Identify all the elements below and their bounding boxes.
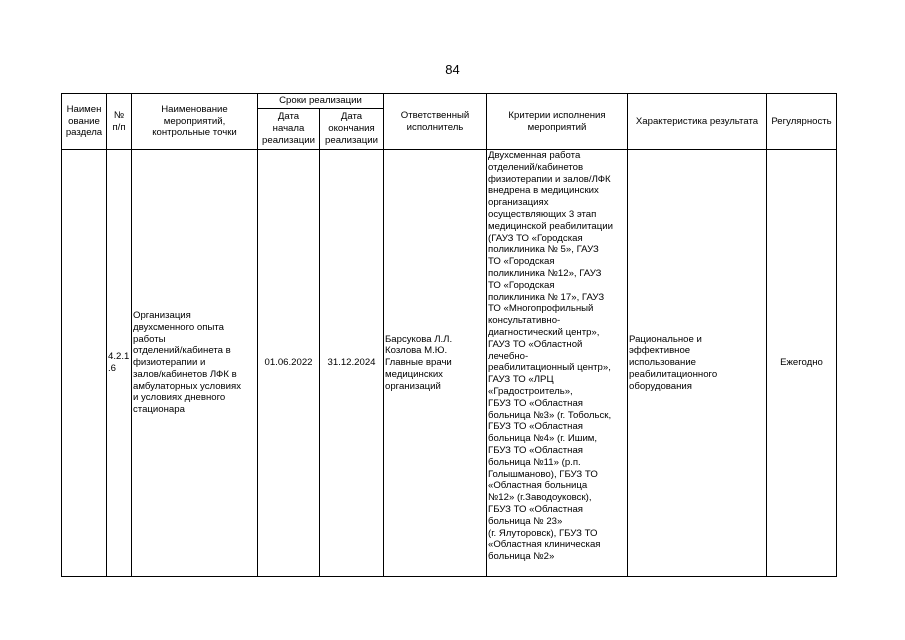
header-event-name: Наименование мероприятий, контрольные точки [132, 94, 258, 150]
header-end-date: Дата окончания реализации [320, 109, 384, 150]
cell-event: Организация двухсменного опыта работы отделений/кабинета в физиотерапии и залов/кабинетов ЛФК в амбулаторных условиях и условиях дневного стационара [132, 150, 258, 577]
header-number: № п/п [107, 94, 132, 150]
header-deadlines: Сроки реализации [258, 94, 384, 109]
header-section-name: Наимен ование раздела [62, 94, 107, 150]
cell-number: 4.2.1 .6 [107, 150, 132, 577]
activities-table [61, 93, 837, 577]
cell-start-date: 01.06.2022 [258, 150, 320, 577]
cell-criteria [487, 150, 628, 577]
header-start-date: Дата начала реализации [258, 109, 320, 150]
cell-end-date: 31.12.2024 [320, 150, 384, 577]
header-responsible: Ответственный исполнитель [384, 94, 487, 150]
cell-result: Рациональное и эффективное использование реабилитационного оборудования [628, 150, 767, 577]
table-row [62, 150, 837, 577]
cell-section [62, 150, 107, 577]
header-regularity: Регулярность [767, 94, 837, 150]
header-criteria: Критерии исполнения мероприятий [487, 94, 628, 150]
table-header-row [62, 94, 837, 109]
header-result: Характеристика результата [628, 94, 767, 150]
page-number: 84 [445, 62, 460, 77]
cell-responsible: Барсукова Л.Л. Козлова М.Ю. Главные врачи медицинских организаций [384, 150, 487, 577]
cell-regularity: Ежегодно [767, 150, 837, 577]
criteria-text: Двухсменная работа отделений/кабинетов физиотерапии и залов/ЛФК внедрена в медицинских организациях осуществляющих 3 этап медицинской реабилитации (ГАУЗ ТО «Городская поликлиника № 5», ГАУЗ ТО «Городская поликлиника №12», ГАУЗ ТО «Городская поликлиника № 17», ГАУЗ ТО «Многопрофильный консультативно- диагностический центр», ГАУЗ ТО «Областной лечебно- реабилитационный центр», ГАУЗ ТО «ЛРЦ «Градостроитель», ГБУЗ ТО «Областная больница №3» (г. Тобольск, ГБУЗ ТО «Областная больница №4» (г. Ишим, ГБУЗ ТО «Областная больница №11» (р.п. Голышманово), ГБУЗ ТО «Областная больница №12» (г.Заводоуковск), ГБУЗ ТО «Областная больница № 23» (г. Ялуторовск), ГБУЗ ТО «Областная клиническая больница №2» [488, 150, 613, 563]
